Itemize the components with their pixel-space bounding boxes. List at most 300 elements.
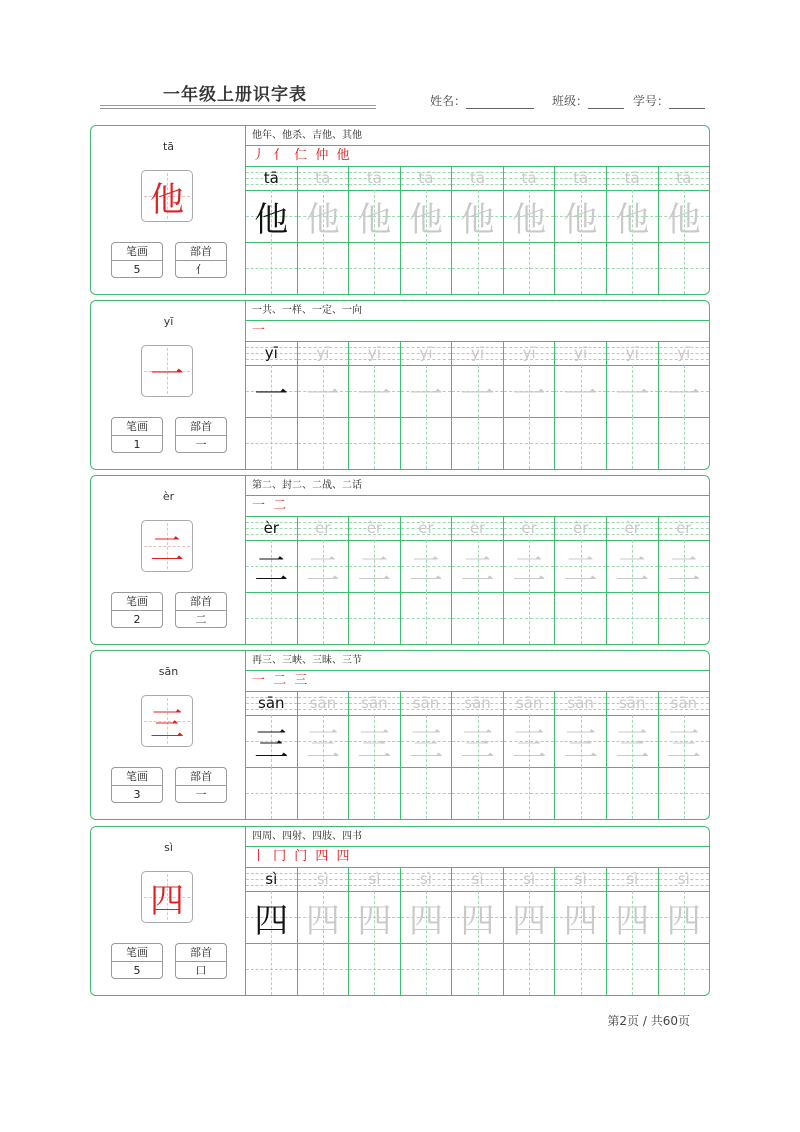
practice-column xyxy=(554,341,606,469)
pinyin-writing-area[interactable] xyxy=(246,691,297,716)
page-header xyxy=(0,0,800,125)
pinyin-writing-area[interactable] xyxy=(504,691,555,716)
blank-writing-box[interactable] xyxy=(452,417,503,469)
pinyin-writing-area[interactable] xyxy=(555,867,606,892)
practice-column xyxy=(297,516,349,644)
practice-column xyxy=(554,166,606,294)
character-writing-box[interactable] xyxy=(452,891,503,944)
character-display-box xyxy=(141,695,193,747)
blank-writing-box[interactable] xyxy=(401,943,452,995)
pinyin-writing-area[interactable] xyxy=(504,516,555,541)
practice-grid xyxy=(246,341,709,469)
character-writing-box[interactable] xyxy=(298,715,349,768)
character-display-box xyxy=(141,871,193,923)
radical-label: 部首 xyxy=(176,418,226,436)
practice-column xyxy=(297,691,349,819)
radical-label: 部首 xyxy=(176,768,226,786)
grid-guide-line xyxy=(504,443,555,444)
name-label: 姓名： xyxy=(430,94,467,108)
blank-writing-box[interactable] xyxy=(298,592,349,644)
practice-column xyxy=(554,867,606,995)
stroke-count-box xyxy=(111,417,163,453)
grid-guide-line xyxy=(298,268,349,269)
practice-column xyxy=(246,341,297,469)
character-writing-box[interactable] xyxy=(659,190,710,243)
pinyin-trace: èr xyxy=(366,519,383,537)
character-trace: 四 xyxy=(563,900,598,941)
blank-writing-box[interactable] xyxy=(659,242,710,294)
pinyin-trace: sì xyxy=(523,870,536,888)
stroke-count-label: 笔画 xyxy=(112,593,162,611)
blank-writing-box[interactable] xyxy=(555,943,606,995)
grid-guide-line xyxy=(504,793,555,794)
blank-writing-box[interactable] xyxy=(607,242,658,294)
pinyin-writing-area[interactable] xyxy=(659,166,710,191)
pinyin-trace: sān xyxy=(464,694,491,712)
radical-value: 一 xyxy=(195,788,207,801)
blank-writing-box[interactable] xyxy=(452,943,503,995)
grid-guide-line xyxy=(607,443,658,444)
pinyin-trace: sì xyxy=(419,870,432,888)
grid-guide-line xyxy=(504,268,555,269)
blank-writing-box[interactable] xyxy=(504,767,555,819)
stroke-order: 丿 亻 仁 仲 他 xyxy=(246,145,709,167)
stroke-count-value: 3 xyxy=(133,788,141,801)
pinyin-writing-area[interactable] xyxy=(401,341,452,366)
pinyin-model: yī xyxy=(264,344,278,362)
character-model: 一 xyxy=(254,374,289,415)
pinyin-trace: tā xyxy=(315,169,331,187)
grid-guide-line xyxy=(349,443,400,444)
pinyin-writing-area[interactable] xyxy=(298,341,349,366)
character-writing-box[interactable] xyxy=(452,365,503,418)
pinyin-writing-area[interactable] xyxy=(401,867,452,892)
stroke-count-value: 5 xyxy=(133,263,141,276)
blank-writing-box[interactable] xyxy=(555,242,606,294)
character-pinyin: sì xyxy=(164,841,173,854)
character-writing-box[interactable] xyxy=(349,715,400,768)
pinyin-writing-area[interactable] xyxy=(659,341,710,366)
character-model: 他 xyxy=(254,199,289,240)
practice-column xyxy=(451,691,503,819)
character-glyph: 三 xyxy=(150,704,184,745)
character-writing-box[interactable] xyxy=(555,715,606,768)
practice-column xyxy=(658,691,710,819)
practice-column xyxy=(606,341,658,469)
pinyin-writing-area[interactable] xyxy=(452,516,503,541)
pinyin-trace: tā xyxy=(624,169,640,187)
blank-writing-box[interactable] xyxy=(246,242,297,294)
blank-writing-box[interactable] xyxy=(504,242,555,294)
blank-writing-box[interactable] xyxy=(246,592,297,644)
blank-writing-box[interactable] xyxy=(555,592,606,644)
character-trace: 二 xyxy=(615,549,650,590)
pinyin-trace: yī xyxy=(574,344,588,362)
pinyin-trace: èr xyxy=(572,519,589,537)
grid-guide-line xyxy=(452,793,503,794)
character-writing-box[interactable] xyxy=(659,891,710,944)
pinyin-writing-area[interactable] xyxy=(349,341,400,366)
character-writing-box[interactable] xyxy=(246,365,297,418)
practice-column xyxy=(554,691,606,819)
character-trace: 二 xyxy=(512,549,547,590)
blank-writing-box[interactable] xyxy=(504,417,555,469)
example-words: 第二、封二、二战、二话 xyxy=(246,476,709,496)
practice-grid xyxy=(246,867,709,995)
blank-writing-box[interactable] xyxy=(607,592,658,644)
blank-writing-box[interactable] xyxy=(349,592,400,644)
radical-label: 部首 xyxy=(176,593,226,611)
pinyin-writing-area[interactable] xyxy=(555,341,606,366)
character-display-box xyxy=(141,520,193,572)
pinyin-trace: sì xyxy=(677,870,690,888)
grid-guide-line xyxy=(298,793,349,794)
practice-column xyxy=(503,516,555,644)
grid-guide-line xyxy=(401,443,452,444)
pinyin-writing-area[interactable] xyxy=(555,166,606,191)
character-trace: 一 xyxy=(460,374,495,415)
practice-column xyxy=(658,341,710,469)
character-pinyin: èr xyxy=(162,490,175,503)
character-trace: 四 xyxy=(305,900,340,941)
character-writing-box[interactable] xyxy=(555,365,606,418)
pinyin-writing-area[interactable] xyxy=(504,867,555,892)
pinyin-writing-area[interactable] xyxy=(659,691,710,716)
pinyin-trace: èr xyxy=(315,519,331,537)
pinyin-trace: sān xyxy=(309,694,337,712)
pinyin-writing-area[interactable] xyxy=(452,691,503,716)
pinyin-trace: sān xyxy=(567,694,594,712)
practice-column xyxy=(246,166,297,294)
character-writing-box[interactable] xyxy=(401,190,452,243)
character-writing-box[interactable] xyxy=(401,715,452,768)
pinyin-trace: yī xyxy=(367,344,381,362)
character-trace: 一 xyxy=(408,374,443,415)
character-writing-box[interactable] xyxy=(246,891,297,944)
pinyin-writing-area[interactable] xyxy=(504,341,555,366)
practice-column xyxy=(400,166,452,294)
character-writing-box[interactable] xyxy=(401,540,452,593)
pinyin-writing-area[interactable] xyxy=(349,516,400,541)
character-writing-box[interactable] xyxy=(298,540,349,593)
character-trace: 他 xyxy=(357,199,392,240)
radical-value: 亻 xyxy=(195,263,207,276)
grid-guide-line xyxy=(401,618,452,619)
pinyin-trace: èr xyxy=(418,519,434,537)
character-writing-box[interactable] xyxy=(349,540,400,593)
blank-writing-box[interactable] xyxy=(555,417,606,469)
practice-column xyxy=(400,341,452,469)
character-info-panel xyxy=(91,827,246,995)
character-writing-box[interactable] xyxy=(452,190,503,243)
class-field[interactable] xyxy=(552,92,624,109)
pinyin-writing-area[interactable] xyxy=(659,867,710,892)
character-writing-box[interactable] xyxy=(607,715,658,768)
blank-writing-box[interactable] xyxy=(555,767,606,819)
practice-panel xyxy=(246,651,709,819)
pinyin-writing-area[interactable] xyxy=(246,867,297,892)
pinyin-writing-area[interactable] xyxy=(349,166,400,191)
pinyin-writing-area[interactable] xyxy=(246,166,297,191)
number-label: 学号： xyxy=(633,94,670,108)
grid-guide-line xyxy=(659,268,710,269)
character-trace: 他 xyxy=(563,199,598,240)
name-blank[interactable] xyxy=(466,95,534,109)
pinyin-trace: sì xyxy=(626,870,639,888)
character-trace: 一 xyxy=(512,374,547,415)
character-writing-box[interactable] xyxy=(298,365,349,418)
character-trace: 他 xyxy=(305,199,340,240)
pinyin-trace: sì xyxy=(316,870,329,888)
title-underline xyxy=(100,108,376,109)
blank-writing-box[interactable] xyxy=(401,592,452,644)
pinyin-writing-area[interactable] xyxy=(452,341,503,366)
pinyin-writing-area[interactable] xyxy=(401,516,452,541)
radical-box xyxy=(175,242,227,278)
practice-column xyxy=(451,166,503,294)
blank-writing-box[interactable] xyxy=(452,767,503,819)
character-writing-box[interactable] xyxy=(555,891,606,944)
pinyin-writing-area[interactable] xyxy=(298,516,349,541)
character-writing-box[interactable] xyxy=(349,365,400,418)
pinyin-writing-area[interactable] xyxy=(607,867,658,892)
character-writing-box[interactable] xyxy=(246,715,297,768)
pinyin-writing-area[interactable] xyxy=(298,867,349,892)
character-trace: 四 xyxy=(357,900,392,941)
character-writing-box[interactable] xyxy=(659,540,710,593)
blank-writing-box[interactable] xyxy=(504,943,555,995)
stroke-count-label: 笔画 xyxy=(112,944,162,962)
pinyin-writing-area[interactable] xyxy=(555,691,606,716)
blank-writing-box[interactable] xyxy=(349,943,400,995)
pinyin-writing-area[interactable] xyxy=(298,166,349,191)
blank-writing-box[interactable] xyxy=(349,417,400,469)
pinyin-trace: tā xyxy=(573,169,589,187)
character-card xyxy=(90,826,710,996)
practice-panel xyxy=(246,301,709,469)
stroke-count-label: 笔画 xyxy=(112,243,162,261)
class-label: 班级： xyxy=(552,94,589,108)
blank-writing-box[interactable] xyxy=(401,242,452,294)
blank-writing-box[interactable] xyxy=(452,592,503,644)
practice-panel xyxy=(246,476,709,644)
character-info-panel xyxy=(91,651,246,819)
example-words: 一共、一样、一定、一向 xyxy=(246,301,709,321)
practice-column xyxy=(451,867,503,995)
pinyin-writing-area[interactable] xyxy=(607,516,658,541)
character-writing-box[interactable] xyxy=(607,540,658,593)
pinyin-writing-area[interactable] xyxy=(555,516,606,541)
blank-writing-box[interactable] xyxy=(246,767,297,819)
pinyin-writing-area[interactable] xyxy=(452,166,503,191)
pinyin-writing-area[interactable] xyxy=(246,516,297,541)
practice-column xyxy=(606,516,658,644)
character-trace: 他 xyxy=(512,199,547,240)
character-glyph: 四 xyxy=(150,880,184,921)
character-writing-box[interactable] xyxy=(349,190,400,243)
pinyin-writing-area[interactable] xyxy=(401,691,452,716)
pinyin-writing-area[interactable] xyxy=(246,341,297,366)
blank-writing-box[interactable] xyxy=(298,943,349,995)
character-trace: 四 xyxy=(512,900,547,941)
character-trace: 三 xyxy=(666,724,701,765)
character-writing-box[interactable] xyxy=(555,540,606,593)
character-writing-box[interactable] xyxy=(607,365,658,418)
pinyin-trace: sān xyxy=(515,694,543,712)
character-writing-box[interactable] xyxy=(504,190,555,243)
character-writing-box[interactable] xyxy=(659,715,710,768)
character-info-panel xyxy=(91,476,246,644)
practice-column xyxy=(297,166,349,294)
pinyin-writing-area[interactable] xyxy=(504,166,555,191)
character-glyph: 一 xyxy=(150,354,184,395)
practice-column xyxy=(348,691,400,819)
character-trace: 三 xyxy=(357,724,392,765)
character-model: 三 xyxy=(254,724,289,765)
character-trace: 三 xyxy=(563,724,598,765)
grid-guide-line xyxy=(555,443,606,444)
pinyin-writing-area[interactable] xyxy=(452,867,503,892)
blank-writing-box[interactable] xyxy=(349,242,400,294)
practice-column xyxy=(451,516,503,644)
character-writing-box[interactable] xyxy=(246,190,297,243)
number-field[interactable] xyxy=(633,92,705,109)
character-writing-box[interactable] xyxy=(298,891,349,944)
character-trace: 二 xyxy=(666,549,701,590)
character-writing-box[interactable] xyxy=(401,365,452,418)
practice-panel xyxy=(246,827,709,995)
stroke-count-box xyxy=(111,242,163,278)
character-writing-box[interactable] xyxy=(504,365,555,418)
stroke-count-box xyxy=(111,943,163,979)
character-writing-box[interactable] xyxy=(401,891,452,944)
blank-writing-box[interactable] xyxy=(659,417,710,469)
practice-column xyxy=(348,166,400,294)
practice-column xyxy=(246,516,297,644)
student-info-row xyxy=(430,92,720,114)
pinyin-trace: sì xyxy=(574,870,587,888)
character-writing-box[interactable] xyxy=(607,891,658,944)
pinyin-model: èr xyxy=(263,519,279,537)
grid-guide-line xyxy=(659,443,710,444)
character-writing-box[interactable] xyxy=(349,891,400,944)
grid-guide-line xyxy=(246,618,297,619)
grid-guide-line xyxy=(659,969,710,970)
radical-label: 部首 xyxy=(176,944,226,962)
name-field[interactable] xyxy=(430,92,534,109)
pinyin-trace: èr xyxy=(624,519,640,537)
character-writing-box[interactable] xyxy=(504,891,555,944)
blank-writing-box[interactable] xyxy=(298,767,349,819)
character-glyph: 二 xyxy=(150,529,184,570)
character-writing-box[interactable] xyxy=(607,190,658,243)
blank-writing-box[interactable] xyxy=(246,943,297,995)
grid-guide-line xyxy=(555,969,606,970)
radical-box xyxy=(175,417,227,453)
stroke-count-box xyxy=(111,767,163,803)
practice-column xyxy=(503,166,555,294)
character-trace: 一 xyxy=(615,374,650,415)
pinyin-trace: tā xyxy=(521,169,537,187)
character-writing-box[interactable] xyxy=(504,540,555,593)
practice-grid xyxy=(246,691,709,819)
stroke-order: 一 xyxy=(246,320,709,342)
blank-writing-box[interactable] xyxy=(607,417,658,469)
pinyin-writing-area[interactable] xyxy=(349,691,400,716)
character-writing-box[interactable] xyxy=(246,540,297,593)
character-trace: 二 xyxy=(563,549,598,590)
pinyin-writing-area[interactable] xyxy=(349,867,400,892)
blank-writing-box[interactable] xyxy=(401,417,452,469)
character-writing-box[interactable] xyxy=(452,715,503,768)
grid-guide-line xyxy=(401,969,452,970)
character-trace: 二 xyxy=(305,549,340,590)
blank-writing-box[interactable] xyxy=(607,767,658,819)
blank-writing-box[interactable] xyxy=(659,943,710,995)
blank-writing-box[interactable] xyxy=(246,417,297,469)
character-writing-box[interactable] xyxy=(555,190,606,243)
pinyin-writing-area[interactable] xyxy=(659,516,710,541)
blank-writing-box[interactable] xyxy=(349,767,400,819)
grid-guide-line xyxy=(555,618,606,619)
blank-writing-box[interactable] xyxy=(659,592,710,644)
practice-column xyxy=(503,691,555,819)
grid-guide-line xyxy=(607,618,658,619)
pinyin-writing-area[interactable] xyxy=(298,691,349,716)
stroke-count-box xyxy=(111,592,163,628)
practice-column xyxy=(400,516,452,644)
character-trace: 三 xyxy=(305,724,340,765)
character-writing-box[interactable] xyxy=(659,365,710,418)
grid-guide-line xyxy=(555,793,606,794)
blank-writing-box[interactable] xyxy=(504,592,555,644)
practice-column xyxy=(246,867,297,995)
blank-writing-box[interactable] xyxy=(659,767,710,819)
pinyin-trace: sān xyxy=(670,694,698,712)
pinyin-writing-area[interactable] xyxy=(607,341,658,366)
stroke-count-value: 2 xyxy=(133,613,141,626)
pinyin-model: tā xyxy=(263,169,279,187)
practice-column xyxy=(297,867,349,995)
blank-writing-box[interactable] xyxy=(607,943,658,995)
radical-box xyxy=(175,943,227,979)
stroke-count-value: 5 xyxy=(133,964,141,977)
stroke-order: 一 二 xyxy=(246,495,709,517)
blank-writing-box[interactable] xyxy=(401,767,452,819)
blank-writing-box[interactable] xyxy=(298,242,349,294)
grid-guide-line xyxy=(607,969,658,970)
pinyin-writing-area[interactable] xyxy=(607,166,658,191)
pinyin-trace: yī xyxy=(522,344,536,362)
blank-writing-box[interactable] xyxy=(452,242,503,294)
character-trace: 二 xyxy=(408,549,443,590)
character-writing-box[interactable] xyxy=(504,715,555,768)
practice-column xyxy=(503,867,555,995)
pinyin-trace: èr xyxy=(521,519,537,537)
character-writing-box[interactable] xyxy=(452,540,503,593)
character-writing-box[interactable] xyxy=(298,190,349,243)
pinyin-writing-area[interactable] xyxy=(607,691,658,716)
character-pinyin: yī xyxy=(163,315,174,328)
class-blank[interactable] xyxy=(588,95,624,109)
blank-writing-box[interactable] xyxy=(298,417,349,469)
character-trace: 三 xyxy=(615,724,650,765)
number-blank[interactable] xyxy=(669,95,705,109)
pinyin-writing-area[interactable] xyxy=(401,166,452,191)
practice-column xyxy=(348,341,400,469)
pinyin-trace: yī xyxy=(316,344,330,362)
practice-column xyxy=(658,867,710,995)
